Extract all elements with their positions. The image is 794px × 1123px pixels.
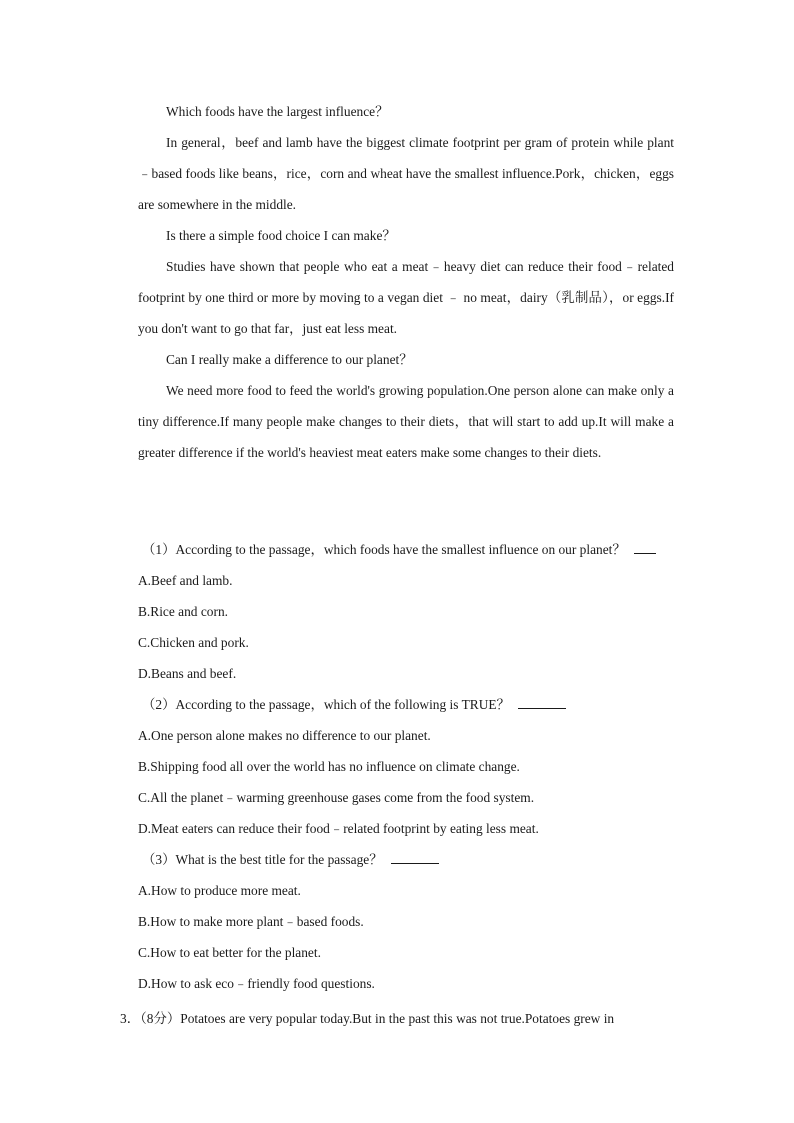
question-prompt	[138, 844, 674, 875]
answer-option[interactable]: A.Beef and lamb.	[138, 573, 233, 588]
question-2	[138, 689, 674, 844]
passage-heading-3: Can I really make a difference to our planet？	[166, 352, 413, 367]
passage-heading-1: Which foods have the largest influence？	[166, 104, 389, 119]
answer-blank[interactable]	[634, 541, 656, 554]
passage-heading-2: Is there a simple food choice I can make？	[166, 228, 396, 243]
answer-option[interactable]: D.Meat eaters can reduce their food﹣related footprint by eating less meat.	[138, 821, 539, 836]
question-text: （3）What is the best title for the passage？	[142, 852, 383, 867]
answer-option[interactable]: B.Shipping food all over the world has no influence on climate change.	[138, 759, 520, 774]
question-text: （1）According to the passage，which foods have the smallest influence on our planet？	[142, 542, 626, 557]
passage-paragraph-1: In general，beef and lamb have the biggest climate footprint per gram of protein while plant﹣based foods like beans，rice，corn and wheat have the smallest influence.Pork，chicken，eggs are somewhere in the middle.	[138, 135, 674, 212]
answer-option[interactable]: A.How to produce more meat.	[138, 883, 301, 898]
answer-blank[interactable]	[391, 851, 439, 864]
answer-option[interactable]: C.Chicken and pork.	[138, 635, 249, 650]
question-3	[138, 844, 674, 999]
answer-option[interactable]: A.One person alone makes no difference to our planet.	[138, 728, 431, 743]
question-prompt	[138, 689, 674, 720]
reading-passage	[138, 96, 674, 468]
answer-option[interactable]: D.Beans and beef.	[138, 666, 237, 681]
next-item-start: 3．（8分）Potatoes are very popular today.But in the past this was not true.Potatoes grew in	[120, 1011, 615, 1026]
passage-paragraph-2: Studies have shown that people who eat a meat﹣heavy diet can reduce their food﹣related footprint by one third or more by moving to a vegan diet ﹣ no meat，dairy（乳制品），or eggs.If you don't want to go that far，just eat less meat.	[138, 259, 674, 336]
question-section	[138, 534, 674, 999]
answer-blank[interactable]	[518, 696, 566, 709]
question-prompt	[138, 534, 674, 565]
passage-paragraph-3: We need more food to feed the world's growing population.One person alone can make only a tiny difference.If many people make changes to their diets，that will start to add up.It will make a greater difference if the world's heaviest meat eaters make some changes to their diets.	[138, 383, 674, 460]
answer-option[interactable]: B.How to make more plant﹣based foods.	[138, 914, 364, 929]
answer-option[interactable]: D.How to ask eco﹣friendly food questions.	[138, 976, 375, 991]
answer-option[interactable]: B.Rice and corn.	[138, 604, 228, 619]
answer-option[interactable]: C.All the planet﹣warming greenhouse gases come from the food system.	[138, 790, 535, 805]
answer-option[interactable]: C.How to eat better for the planet.	[138, 945, 321, 960]
question-text: （2）According to the passage，which of the following is TRUE？	[142, 697, 510, 712]
question-1	[138, 534, 674, 689]
